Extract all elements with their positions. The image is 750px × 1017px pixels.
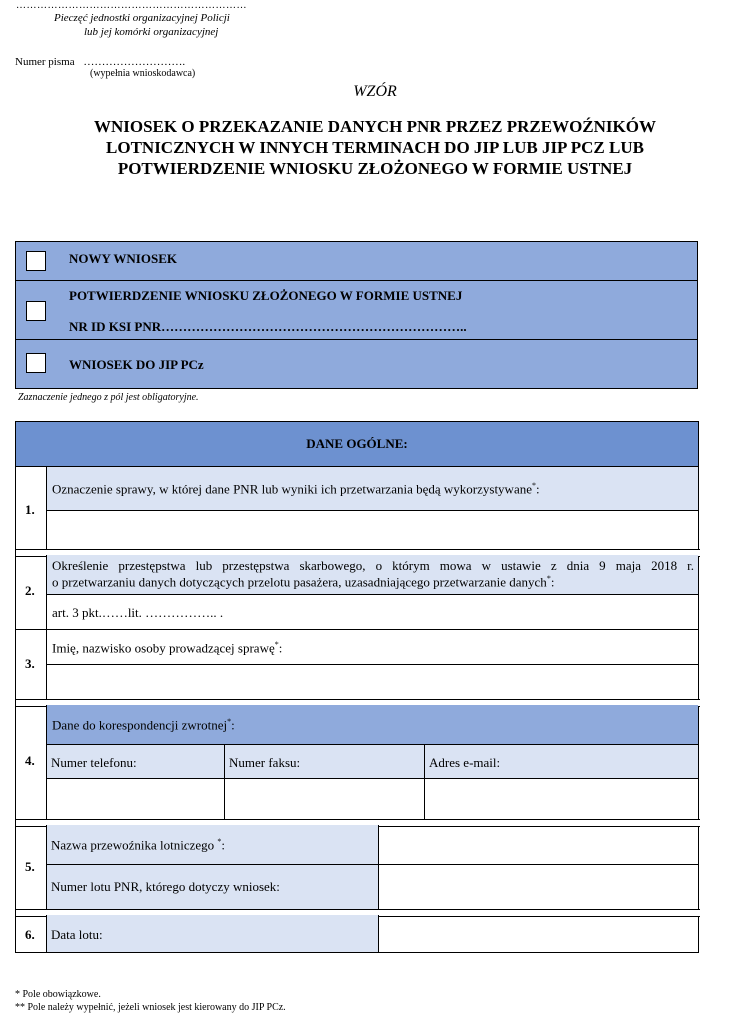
phone-label-cell	[46, 745, 225, 779]
carrier-label	[51, 837, 225, 853]
fax-label: Numer faksu:	[229, 755, 301, 770]
nr-id-ksi-pnr-field[interactable]: NR ID KSI PNR……………………………………………………………..	[69, 319, 467, 334]
page-title	[40, 116, 710, 179]
row-4-question	[46, 705, 698, 745]
numer-pisma	[15, 56, 185, 68]
row-6-number: 6.	[25, 927, 35, 942]
flight-label: Numer lotu PNR, którego dotyczy wniosek:	[51, 879, 280, 894]
nowy-wniosek-checkbox[interactable]	[26, 251, 46, 271]
phone-label: Numer telefonu:	[51, 755, 137, 770]
general-data-form	[15, 421, 699, 953]
row-3-number: 3.	[25, 656, 35, 671]
row-2-number: 2.	[25, 583, 35, 598]
carrier-label-cell	[46, 825, 379, 865]
row-2-number-cell	[16, 555, 46, 629]
row-1-question	[46, 467, 698, 511]
row-4-colon: :	[231, 717, 235, 733]
numer-pisma-hint: (wypełnia wnioskodawca)	[90, 68, 196, 79]
email-label-cell	[425, 745, 698, 779]
row-5-number: 5.	[25, 859, 35, 874]
divider	[16, 339, 697, 340]
row-1-number-cell	[16, 467, 46, 549]
row-3-label	[52, 640, 282, 656]
divider	[16, 280, 697, 281]
title-line-3: POTWIERDZENIE WNIOSKU ZŁOŻONEGO W FORMIE USTNEJ	[117, 159, 633, 178]
numer-pisma-field[interactable]: ……………………….	[83, 56, 186, 68]
required-mark: *	[274, 640, 279, 649]
row-6-number-cell	[16, 915, 46, 952]
footnote-required: * Pole obowiązkowe.	[15, 989, 101, 1000]
footnote-jip-pcz: ** Pole należy wypełnić, jeżeli wniosek jest kierowany do JIP PCz.	[15, 1002, 286, 1013]
row-1-label	[52, 481, 540, 497]
row-3-label-text: Imię, nazwisko osoby prowadzącej sprawę	[52, 640, 275, 656]
required-mark: *	[546, 574, 551, 583]
fax-field[interactable]	[225, 779, 425, 819]
wzor-label: WZÓR	[353, 83, 397, 100]
flight-field[interactable]	[379, 865, 698, 909]
required-mark: *	[217, 837, 222, 846]
email-label: Adres e-mail:	[429, 755, 501, 770]
flight-date-label: Data lotu:	[51, 927, 103, 942]
title-line-2: LOTNICZNYCH W INNYCH TERMINACH DO JIP LUB JIP PCZ LUB	[106, 138, 644, 157]
potwierdzenie-label: POTWIERDZENIE WNIOSKU ZŁOŻONEGO W FORMIE USTNEJ	[69, 288, 463, 303]
row-4-number: 4.	[25, 753, 35, 768]
stamp-dots: …………………………………………………………	[16, 0, 247, 11]
flight-label-cell	[46, 865, 379, 909]
row-4-label-text: Dane do korespondencji zwrotnej	[52, 717, 228, 733]
obligatory-note: Zaznaczenie jednego z pól jest obligatoryjne.	[18, 392, 199, 403]
row-2-label-text: o przetwarzaniu danych dotyczących przelotu pasażera, uzasadniającego przetwarzanie danych	[52, 574, 547, 590]
row-2-question	[46, 555, 698, 595]
carrier-label-text: Nazwa przewoźnika lotniczego	[51, 837, 218, 853]
flight-date-label-cell	[46, 915, 379, 952]
jip-pcz-checkbox[interactable]	[26, 353, 46, 373]
row-5-number-cell	[16, 825, 46, 909]
row-2-colon: :	[550, 574, 555, 590]
numer-pisma-label: Numer pisma	[15, 56, 75, 68]
row-3-number-cell	[16, 629, 46, 699]
row-4-number-cell	[16, 705, 46, 819]
row-2-label-line1: Określenie przestępstwa lub przestępstwa skarbowego, o którym mowa w ustawie z dnia 9 maja 2018 r.	[52, 558, 694, 573]
row-1-colon: :	[535, 481, 540, 497]
flight-date-field[interactable]	[379, 915, 698, 952]
form-header-title: DANE OGÓLNE:	[306, 436, 408, 451]
form-header	[16, 422, 698, 467]
row-3-question	[46, 629, 698, 665]
email-field[interactable]	[425, 779, 698, 819]
jip-pcz-label: WNIOSEK DO JIP PCz	[69, 357, 204, 372]
row-1-label-text: Oznaczenie sprawy, w której dane PNR lub wyniki ich przetwarzania będą wykorzystywane	[52, 481, 532, 497]
row-4-label	[52, 717, 235, 733]
row-2-answer-field[interactable]	[46, 595, 698, 629]
carrier-field[interactable]	[379, 825, 698, 865]
phone-field[interactable]	[46, 779, 225, 819]
carrier-colon: :	[221, 837, 226, 853]
row-1-number: 1.	[25, 502, 35, 517]
row-1-answer-field[interactable]	[46, 511, 698, 549]
title-line-1: WNIOSEK O PRZEKAZANIE DANYCH PNR PRZEZ PRZEWOŹNIKÓW	[93, 117, 656, 136]
row-2-label-line2	[52, 574, 554, 590]
stamp-caption-line2: lub jej komórki organizacyjnej	[84, 26, 219, 38]
fax-label-cell	[225, 745, 425, 779]
nowy-wniosek-label: NOWY WNIOSEK	[69, 251, 177, 266]
row-3-answer-field[interactable]	[46, 665, 698, 699]
stamp-caption-line1: Pieczęć jednostki organizacyjnej Policji	[54, 12, 230, 24]
required-mark: *	[227, 717, 232, 726]
required-mark: *	[531, 481, 536, 490]
row-3-colon: :	[278, 640, 283, 656]
potwierdzenie-checkbox[interactable]	[26, 301, 46, 321]
request-type-box	[15, 241, 698, 389]
row-2-value: art. 3 pkt.……lit. …………….. .	[52, 605, 224, 620]
